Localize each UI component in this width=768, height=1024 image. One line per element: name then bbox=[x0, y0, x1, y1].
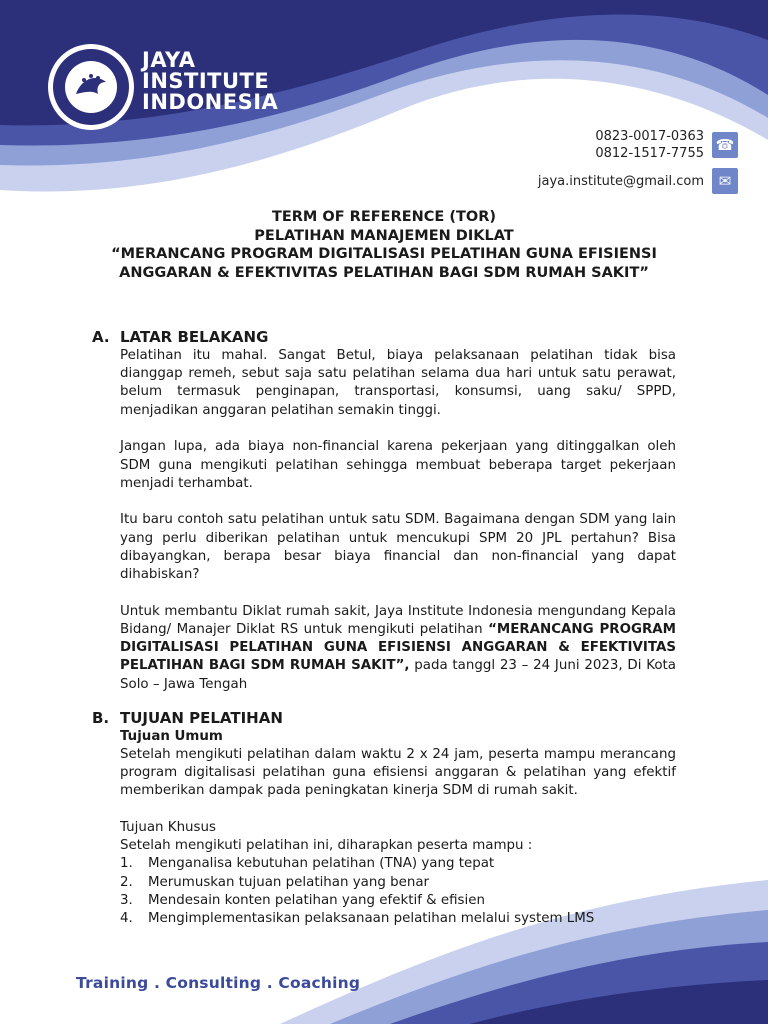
title-line: “MERANCANG PROGRAM DIGITALISASI PELATIHAN GUNA EFISIENSI bbox=[111, 246, 657, 262]
list-number: 2. bbox=[120, 874, 133, 890]
paragraph: Pelatihan itu mahal. Sangat Betul, biaya pelaksanaan pelatihan tidak bisa dianggap remeh, sebut saja satu pelatihan selama dua hari untuk satu perawat, belum termasuk penginapan, transportasi, konsumsi, uang saku/ SPPD, menjadikan anggaran pelatihan semakin tinggi. bbox=[120, 348, 676, 418]
paragraph: Jangan lupa, ada biaya non-financial karena pekerjaan yang ditinggalkan oleh SDM guna mengikuti pelatihan sehingga membuat beberapa target pekerjaan menjadi terhambat. bbox=[120, 439, 676, 491]
list-number: 4. bbox=[120, 911, 133, 927]
subsection-heading: Tujuan Khusus bbox=[120, 820, 216, 836]
section-heading bbox=[92, 708, 676, 728]
phone-row bbox=[538, 128, 738, 162]
list-text: Mendesain konten pelatihan yang efektif & efisien bbox=[148, 892, 485, 908]
paragraph: Setelah mengikuti pelatihan ini, diharapkan peserta mampu : bbox=[120, 838, 533, 854]
document-title bbox=[60, 208, 708, 282]
list-text: Mengimplementasikan pelaksanaan pelatihan melalui system LMS bbox=[148, 911, 595, 927]
phone-number[interactable]: 0823-0017-0363 bbox=[595, 129, 704, 144]
brand-name-line: JAYA bbox=[142, 48, 196, 72]
footer-tagline: Training . Consulting . Coaching bbox=[76, 974, 361, 992]
contact-block bbox=[538, 128, 738, 194]
email-row bbox=[538, 168, 738, 194]
objectives-list bbox=[120, 855, 676, 928]
paragraph: Setelah mengikuti pelatihan dalam waktu 2 x 24 jam, peserta mampu merancang program digitalisasi pelatihan guna efisiensi anggaran & pelatihan yang efektif memberikan dampak pada peningkatan kinerja SDM di rumah sakit. bbox=[120, 746, 676, 799]
list-number: 3. bbox=[120, 892, 133, 908]
brand-logo bbox=[46, 42, 136, 132]
phone-number[interactable]: 0812-1517-7755 bbox=[595, 146, 704, 161]
list-item bbox=[120, 892, 676, 910]
paragraph bbox=[120, 603, 676, 694]
title-line: TERM OF REFERENCE (TOR) bbox=[271, 209, 497, 225]
brand-name-line: INDONESIA bbox=[142, 90, 279, 114]
section-title: TUJUAN PELATIHAN bbox=[120, 708, 283, 727]
section-heading bbox=[92, 327, 676, 347]
brand-name bbox=[142, 50, 278, 113]
list-text: Merumuskan tujuan pelatihan yang benar bbox=[148, 874, 430, 890]
phone-icon: ☎ bbox=[712, 132, 738, 158]
email-address[interactable]: jaya.institute@gmail.com bbox=[537, 173, 704, 189]
document-body bbox=[92, 327, 676, 928]
list-number: 1. bbox=[120, 856, 133, 872]
title-line: ANGGARAN & EFEKTIVITAS PELATIHAN BAGI SDM RUMAH SAKIT” bbox=[119, 264, 649, 281]
subsection-heading: Tujuan Umum bbox=[120, 728, 223, 744]
training-title-emphasis: “MERANCANG PROGRAM DIGITALISASI PELATIHAN GUNA EFISIENSI ANGGARAN & EFEKTIVITAS PELATIHAN BAGI SDM RUMAH SAKIT”, bbox=[120, 621, 676, 674]
section-title: LATAR BELAKANG bbox=[120, 328, 269, 346]
list-item bbox=[120, 855, 676, 873]
list-item bbox=[120, 874, 676, 892]
email-icon: ✉ bbox=[712, 168, 738, 194]
section-letter: B. bbox=[92, 708, 110, 727]
section-letter: A. bbox=[92, 328, 110, 346]
list-item bbox=[120, 910, 676, 928]
brand-name-line: INSTITUTE bbox=[142, 69, 270, 93]
paragraph-text: Untuk membantu Diklat rumah sakit, Jaya Institute Indonesia mengundang Kepala Bidang/ Manajer Diklat RS untuk mengikuti pelatihan bbox=[120, 603, 676, 637]
list-text: Menganalisa kebutuhan pelatihan (TNA) yang tepat bbox=[148, 856, 495, 872]
paragraph: Itu baru contoh satu pelatihan untuk satu SDM. Bagaimana dengan SDM yang lain yang perlu diberikan pelatihan untuk mencukupi SPM 20 JPL pertahun? Bisa dibayangkan, berapa besar biaya financial dan non-financial yang dapat dihabiskan? bbox=[120, 512, 676, 583]
paragraph-text: pada tanggl 23 – 24 Juni 2023, Di Kota Solo – Jawa Tengah bbox=[120, 658, 676, 692]
title-line: PELATIHAN MANAJEMEN DIKLAT bbox=[254, 227, 514, 244]
